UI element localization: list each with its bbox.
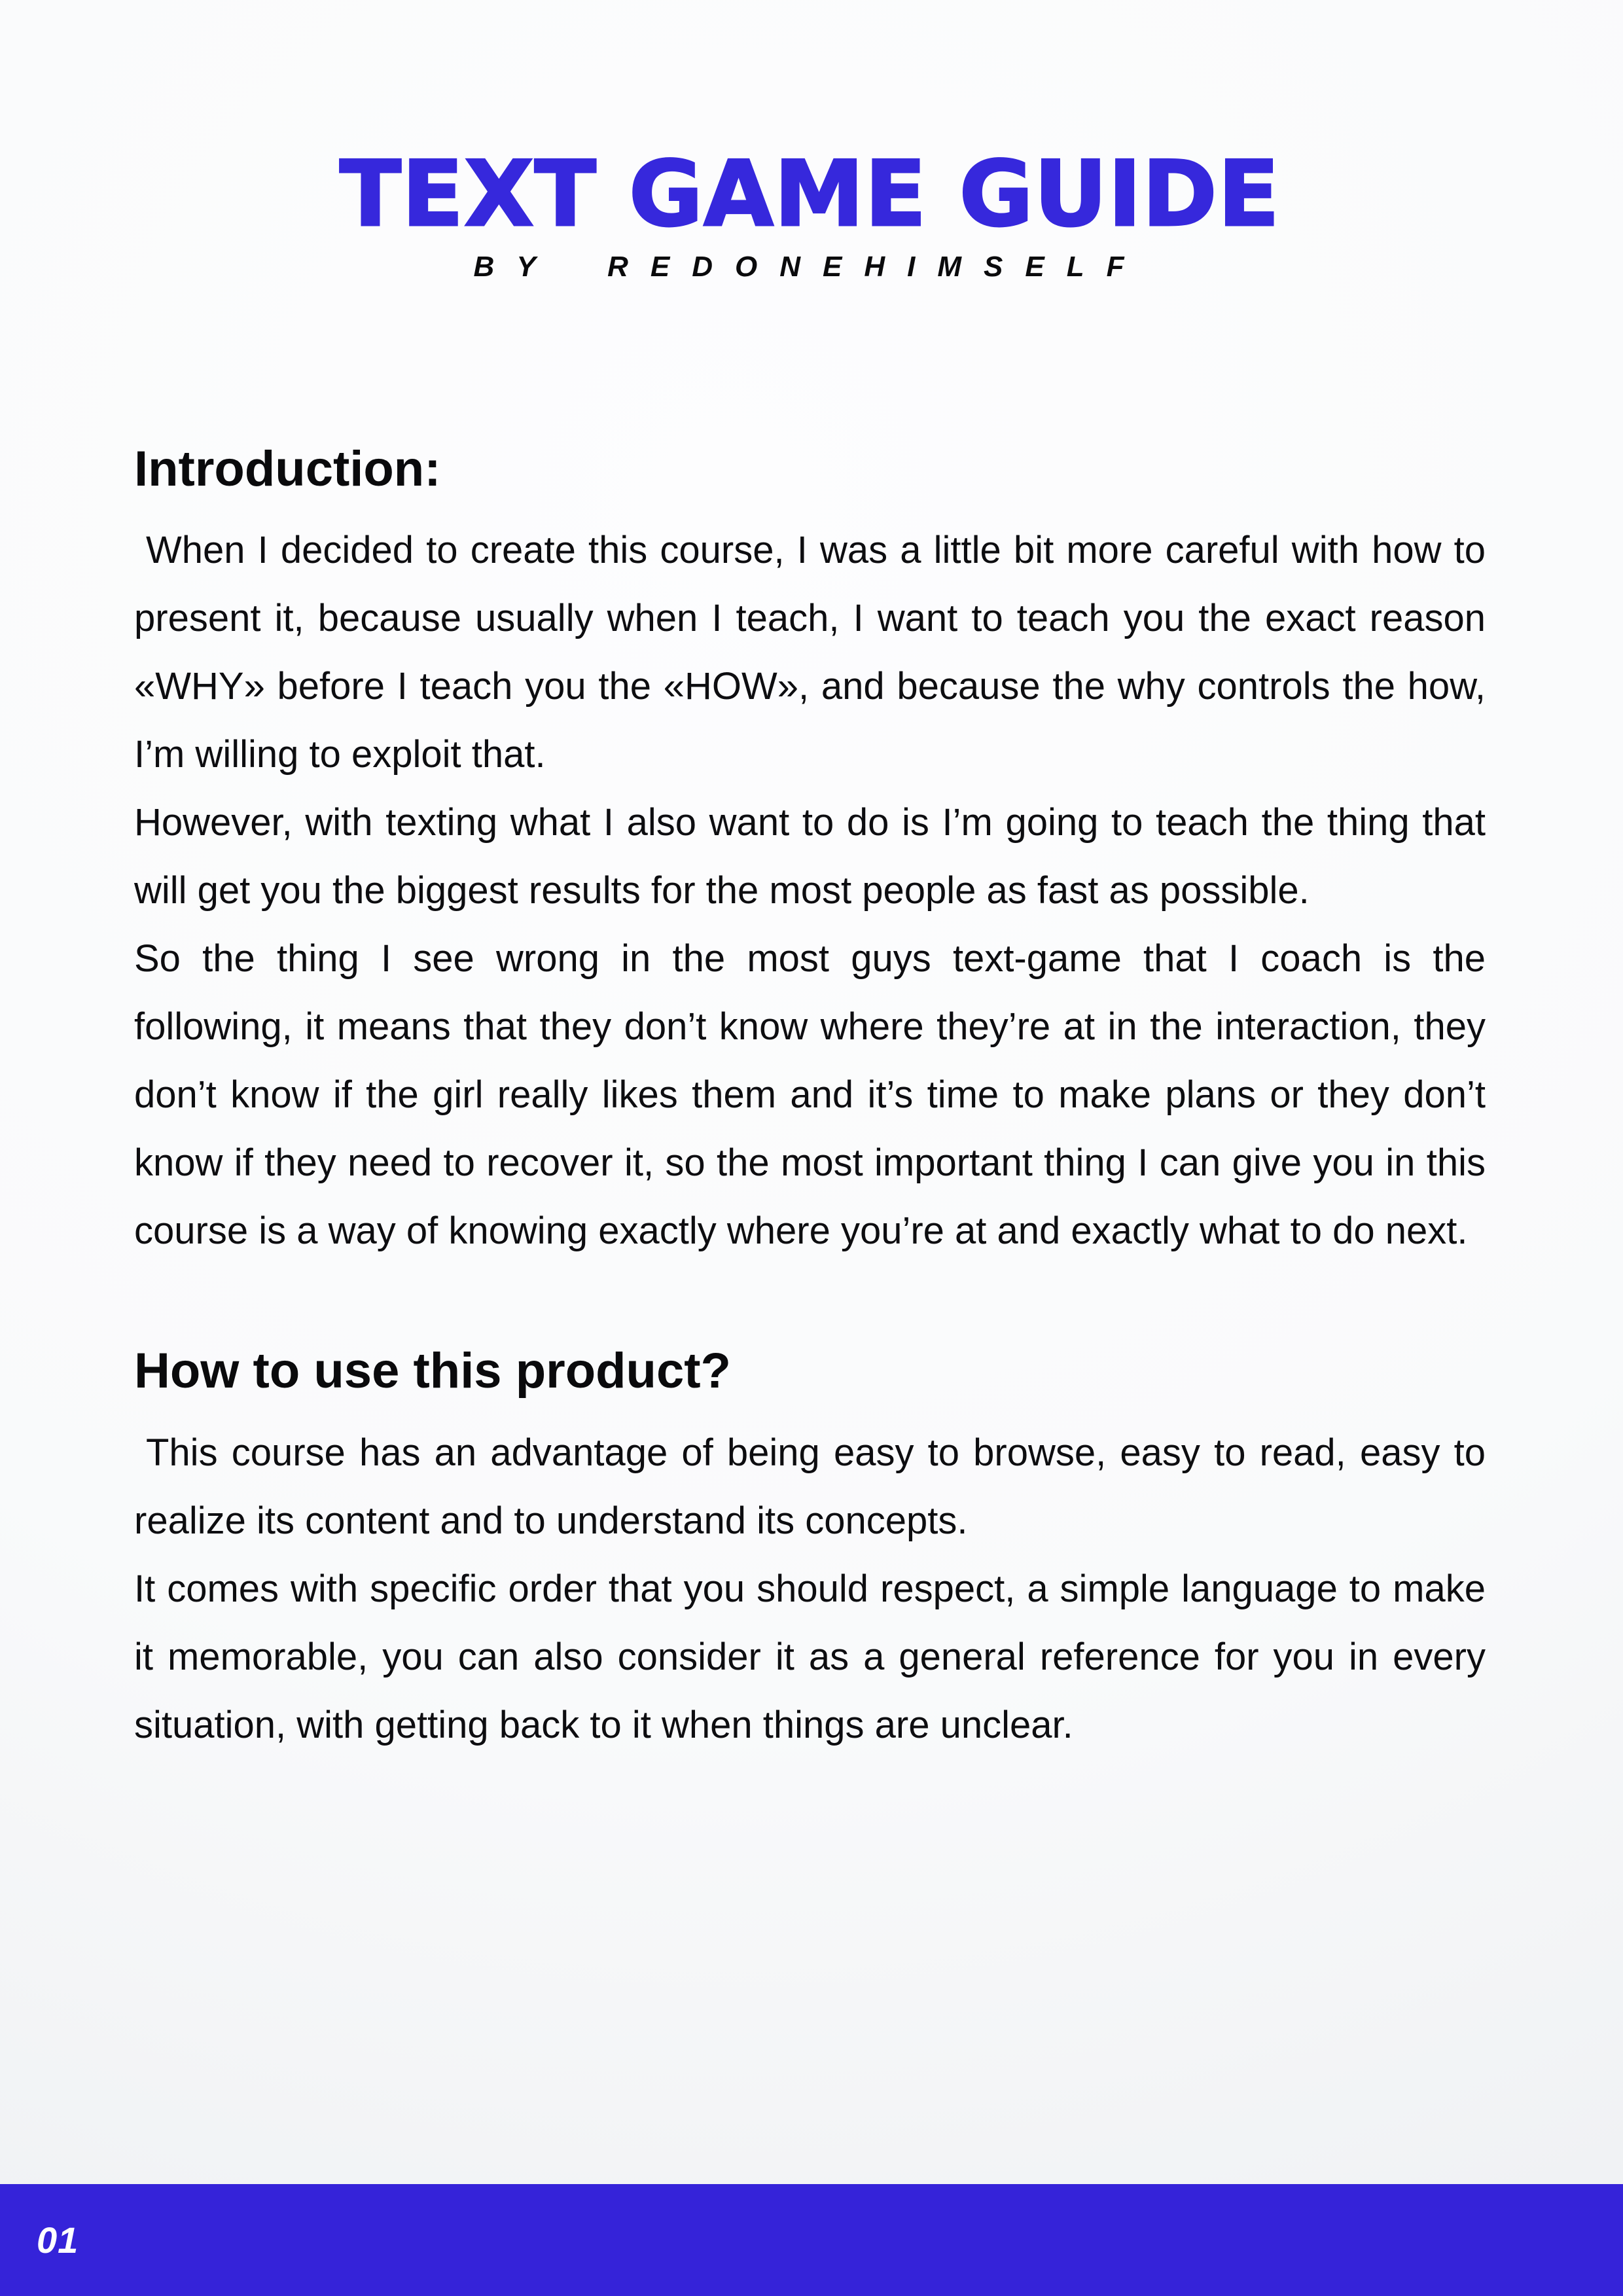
section-how-to-use	[134, 1342, 1486, 1759]
introduction-paragraph-3: So the thing I see wrong in the most guys text-game that I coach is the following, it means that they don’t know where they’re at in the interaction, they don’t know if the girl really likes them and it’s time to make plans or they don’t know if they need to recover it, so the most important thing I can give you in this course is a way of knowing exactly where you’re at and exactly what to do next.	[134, 937, 1486, 1253]
document-title: TEXT GAME GUIDE	[339, 141, 1281, 247]
how-to-use-paragraph-1: This course has an advantage of being easy to browse, easy to read, easy to realize its content and to understand its concepts.	[134, 1431, 1486, 1542]
how-to-use-heading: How to use this product?	[134, 1343, 731, 1399]
section-introduction	[134, 440, 1486, 1265]
introduction-paragraph-1: When I decided to create this course, I was a little bit more careful with how to present it, because usually when I teach, I want to teach you the exact reason «WHY» before I teach you the «HOW», and because the why controls the how, I’m willing to exploit that.	[134, 529, 1486, 776]
introduction-heading: Introduction:	[134, 440, 441, 497]
author-byline: BY REDONEHIMSELF	[473, 251, 1147, 283]
introduction-paragraph-2: However, with texting what I also want to do is I’m going to teach the thing that will get you the biggest results for the most people as fast as possible.	[134, 801, 1486, 912]
page-number: 01	[37, 2219, 79, 2261]
how-to-use-paragraph-2: It comes with specific order that you should respect, a simple language to make it memorable, you can also consider it as a general reference for you in every situation, with getting back to it when things are unclear.	[134, 1567, 1486, 1746]
footer-bar	[0, 2184, 1623, 2296]
